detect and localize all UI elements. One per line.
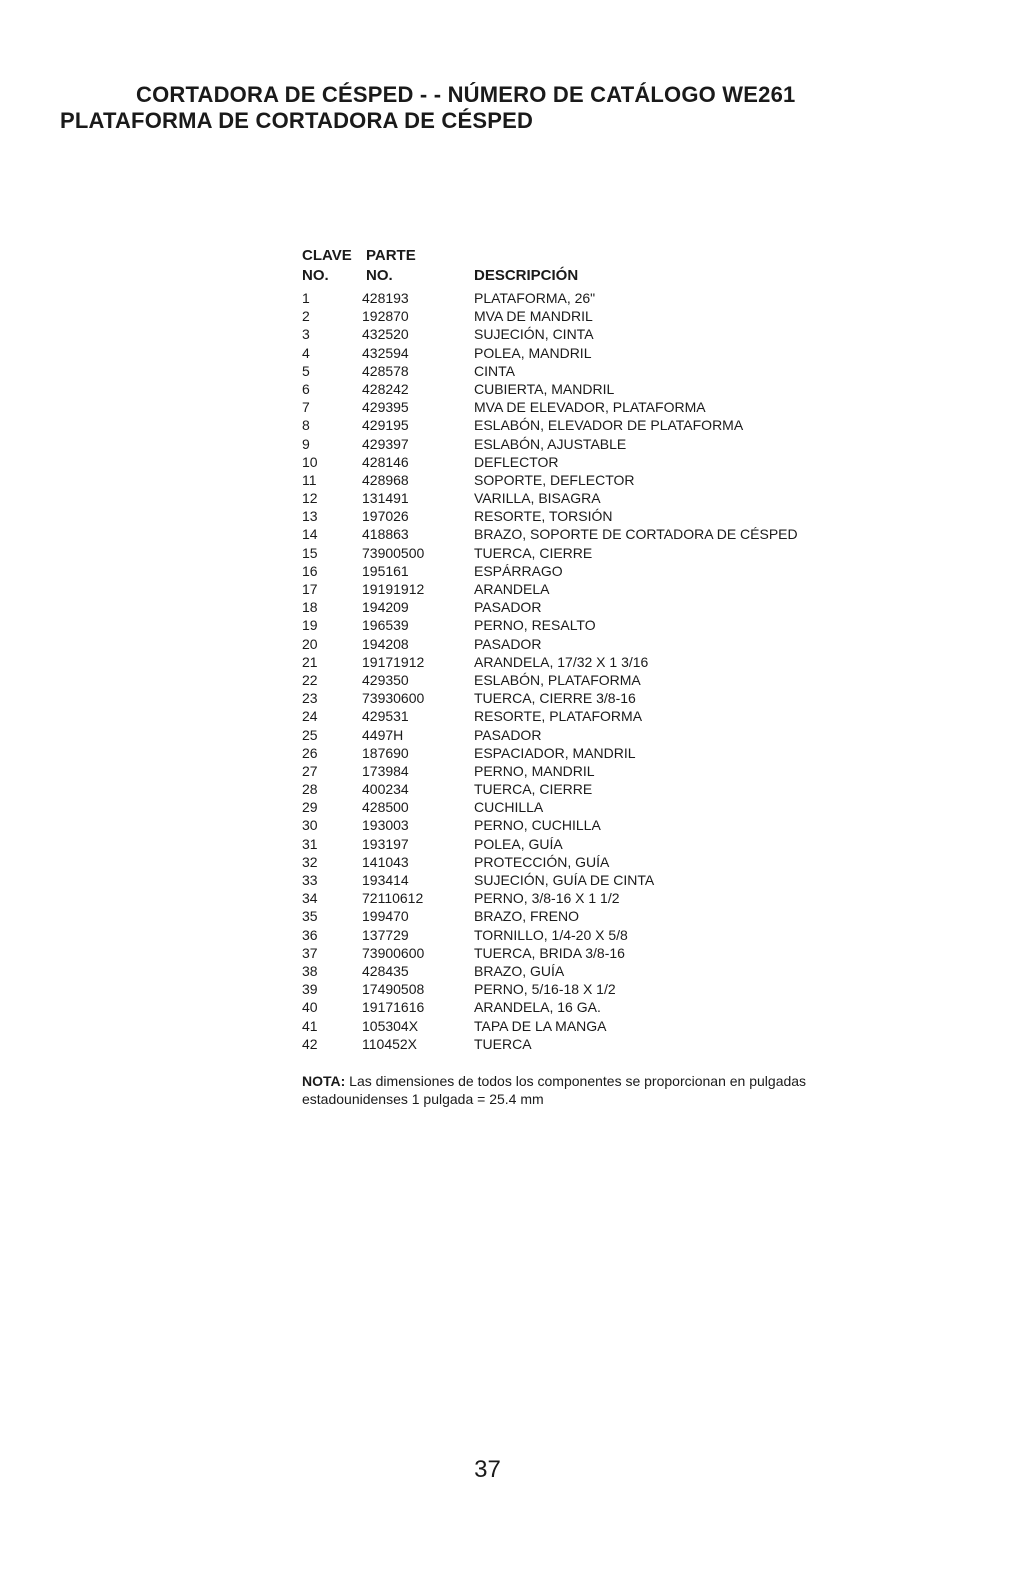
table-row — [302, 289, 902, 307]
part-description: ESPÁRRAGO — [474, 562, 563, 579]
part-description: TUERCA — [474, 1035, 532, 1052]
key-number: 10 — [302, 453, 318, 470]
table-row — [302, 1017, 902, 1035]
part-description: TUERCA, CIERRE — [474, 544, 593, 561]
key-number: 28 — [302, 781, 318, 798]
table-row — [302, 762, 902, 780]
table-row — [302, 671, 902, 689]
part-number: 428578 — [362, 362, 409, 379]
key-number: 15 — [302, 544, 318, 561]
key-number: 24 — [302, 708, 318, 725]
part-number: 418863 — [362, 526, 409, 543]
part-number: 73900500 — [362, 544, 425, 561]
key-number: 22 — [302, 671, 318, 688]
table-row — [302, 616, 902, 634]
header-part-no: NO. — [366, 267, 393, 284]
part-number: 19171912 — [362, 653, 425, 670]
key-number: 16 — [302, 562, 318, 579]
table-row — [302, 726, 902, 744]
part-description: TUERCA, BRIDA 3/8-16 — [474, 944, 625, 961]
part-description: DEFLECTOR — [474, 453, 559, 470]
part-description: BRAZO, GUÍA — [474, 962, 565, 979]
part-number: 196539 — [362, 617, 409, 634]
part-description: POLEA, MANDRIL — [474, 344, 592, 361]
table-row — [302, 944, 902, 962]
table-row — [302, 380, 902, 398]
part-description: PERNO, RESALTO — [474, 617, 596, 634]
part-description: POLEA, GUÍA — [474, 835, 563, 852]
part-description: TAPA DE LA MANGA — [474, 1017, 607, 1034]
table-row — [302, 926, 902, 944]
key-number: 9 — [302, 435, 310, 452]
table-row — [302, 780, 902, 798]
key-number: 12 — [302, 490, 318, 507]
table-row — [302, 980, 902, 998]
part-description: VARILLA, BISAGRA — [474, 490, 601, 507]
part-description: BRAZO, FRENO — [474, 908, 580, 925]
header-key-no: NO. — [302, 267, 329, 284]
table-row — [302, 489, 902, 507]
part-description: ARANDELA — [474, 581, 550, 597]
key-number: 5 — [302, 362, 310, 379]
part-number: 193003 — [362, 817, 409, 834]
part-number: 429195 — [362, 417, 409, 434]
key-number: 32 — [302, 853, 318, 870]
part-number: 428193 — [362, 290, 409, 306]
part-number: 141043 — [362, 853, 409, 870]
table-row — [302, 871, 902, 889]
part-description: CUBIERTA, MANDRIL — [474, 380, 615, 397]
part-number: 193414 — [362, 872, 409, 888]
part-description: PASADOR — [474, 635, 542, 652]
section-subtitle: PLATAFORMA DE CORTADORA DE CÉSPED — [60, 108, 534, 133]
part-description: ESLABÓN, PLATAFORMA — [474, 671, 641, 688]
part-number: 72110612 — [362, 890, 424, 907]
part-number: 105304X — [362, 1017, 419, 1034]
table-row — [302, 307, 902, 325]
key-number: 34 — [302, 890, 318, 907]
parts-table-header — [302, 247, 902, 289]
part-number: 429395 — [362, 399, 409, 416]
table-row — [302, 889, 902, 907]
part-description: PASADOR — [474, 599, 542, 616]
table-row — [302, 507, 902, 525]
table-row — [302, 453, 902, 471]
key-number: 6 — [302, 380, 310, 397]
key-number: 40 — [302, 999, 318, 1016]
part-number: 429531 — [362, 708, 409, 725]
part-description: PERNO, MANDRIL — [474, 762, 595, 779]
key-number: 8 — [302, 417, 310, 434]
part-number: 197026 — [362, 508, 409, 525]
key-number: 33 — [302, 872, 318, 888]
key-number: 39 — [302, 981, 318, 998]
part-number: 195161 — [362, 562, 409, 579]
part-number: 428500 — [362, 799, 409, 816]
part-number: 73900600 — [362, 944, 425, 961]
part-description: TUERCA, CIERRE — [474, 781, 593, 798]
part-number: 19191912 — [362, 581, 425, 597]
table-row — [302, 707, 902, 725]
part-description: SOPORTE, DEFLECTOR — [474, 471, 635, 488]
table-row — [302, 525, 902, 543]
table-row — [302, 853, 902, 871]
key-number: 2 — [302, 308, 310, 325]
key-number: 36 — [302, 926, 318, 943]
part-description: ARANDELA, 16 GA. — [474, 999, 601, 1016]
table-row — [302, 580, 902, 598]
note — [302, 1072, 882, 1108]
table-row — [302, 816, 902, 834]
part-number: 110452X — [362, 1035, 418, 1052]
key-number: 37 — [302, 944, 318, 961]
part-number: 428146 — [362, 453, 409, 470]
key-number: 30 — [302, 817, 318, 834]
key-number: 4 — [302, 344, 310, 361]
part-number: 432520 — [362, 326, 409, 343]
key-number: 20 — [302, 635, 318, 652]
key-number: 42 — [302, 1035, 318, 1052]
key-number: 7 — [302, 399, 310, 416]
table-row — [302, 635, 902, 653]
page-title: CORTADORA DE CÉSPED - - NÚMERO DE CATÁLOGO WE261 — [136, 82, 796, 107]
table-row — [302, 344, 902, 362]
key-number: 19 — [302, 617, 318, 634]
key-number: 26 — [302, 744, 318, 761]
table-row — [302, 562, 902, 580]
part-number: 428968 — [362, 471, 409, 488]
key-number: 21 — [302, 653, 318, 670]
part-description: CUCHILLA — [474, 799, 544, 816]
header-parte: PARTE — [366, 247, 416, 264]
part-description: CINTA — [474, 362, 515, 379]
table-row — [302, 962, 902, 980]
key-number: 13 — [302, 508, 318, 525]
part-number: 199470 — [362, 908, 409, 925]
table-row — [302, 435, 902, 453]
key-number: 17 — [302, 581, 318, 597]
part-number: 73930600 — [362, 690, 425, 707]
part-number: 173984 — [362, 762, 409, 779]
key-number: 25 — [302, 726, 318, 743]
part-description: BRAZO, SOPORTE DE CORTADORA DE CÉSPED — [474, 526, 798, 543]
part-number: 400234 — [362, 781, 409, 798]
table-row — [302, 689, 902, 707]
part-number: 429397 — [362, 435, 409, 452]
table-row — [302, 744, 902, 762]
part-description: ESLABÓN, ELEVADOR DE PLATAFORMA — [474, 417, 744, 434]
part-number: 428242 — [362, 380, 409, 397]
key-number: 3 — [302, 326, 310, 343]
part-number: 193197 — [362, 835, 409, 852]
key-number: 35 — [302, 908, 318, 925]
part-description: ARANDELA, 17/32 X 1 3/16 — [474, 653, 649, 670]
table-row — [302, 544, 902, 562]
part-number: 194209 — [362, 599, 409, 616]
part-description: PERNO, 3/8-16 X 1 1/2 — [474, 890, 620, 907]
part-description: MVA DE MANDRIL — [474, 308, 593, 325]
part-description: RESORTE, TORSIÓN — [474, 508, 613, 525]
note-label: NOTA: — [302, 1073, 346, 1089]
part-description: RESORTE, PLATAFORMA — [474, 708, 643, 725]
part-description: PLATAFORMA, 26" — [474, 290, 596, 306]
part-number: 137729 — [362, 926, 409, 943]
part-description: TORNILLO, 1/4-20 X 5/8 — [474, 926, 628, 943]
key-number: 41 — [302, 1017, 318, 1034]
part-number: 4497H — [362, 726, 404, 743]
part-number: 187690 — [362, 744, 409, 761]
note-text: Las dimensiones de todos los componentes se proporcionan en pulgadas estadounidenses 1 pulgada = 25.4 mm — [302, 1073, 807, 1107]
table-row — [302, 416, 902, 434]
part-description: SUJECIÓN, GUÍA DE CINTA — [474, 872, 655, 888]
part-description: PROTECCIÓN, GUÍA — [474, 853, 610, 870]
part-number: 194208 — [362, 635, 409, 652]
table-row — [302, 398, 902, 416]
part-description: SUJECIÓN, CINTA — [474, 326, 594, 343]
part-number: 428435 — [362, 962, 409, 979]
part-description: PERNO, CUCHILLA — [474, 817, 601, 834]
parts-table-body — [302, 289, 902, 1053]
key-number: 18 — [302, 599, 318, 616]
table-row — [302, 798, 902, 816]
table-row — [302, 325, 902, 343]
key-number: 38 — [302, 962, 318, 979]
part-number: 131491 — [362, 490, 409, 507]
table-row — [302, 998, 902, 1016]
part-description: MVA DE ELEVADOR, PLATAFORMA — [474, 399, 706, 416]
table-row — [302, 907, 902, 925]
key-number: 31 — [302, 835, 318, 852]
part-number: 192870 — [362, 308, 409, 325]
key-number: 29 — [302, 799, 318, 816]
part-description: PASADOR — [474, 726, 542, 743]
part-description: ESPACIADOR, MANDRIL — [474, 744, 636, 761]
key-number: 1 — [302, 290, 310, 306]
part-number: 432594 — [362, 344, 409, 361]
header-clave: CLAVE — [302, 247, 352, 264]
table-row — [302, 598, 902, 616]
key-number: 11 — [302, 471, 317, 488]
part-description: TUERCA, CIERRE 3/8-16 — [474, 690, 636, 707]
key-number: 27 — [302, 762, 318, 779]
key-number: 23 — [302, 690, 318, 707]
part-number: 19171616 — [362, 999, 425, 1016]
part-number: 429350 — [362, 671, 409, 688]
key-number: 14 — [302, 526, 318, 543]
table-row — [302, 1035, 902, 1053]
table-row — [302, 835, 902, 853]
table-row — [302, 653, 902, 671]
part-description: ESLABÓN, AJUSTABLE — [474, 435, 627, 452]
table-row — [302, 471, 902, 489]
page-number: 37 — [474, 1456, 501, 1483]
table-row — [302, 362, 902, 380]
header-description: DESCRIPCIÓN — [474, 267, 579, 284]
part-description: PERNO, 5/16-18 X 1/2 — [474, 981, 616, 998]
part-number: 17490508 — [362, 981, 425, 998]
parts-table — [302, 247, 902, 1053]
